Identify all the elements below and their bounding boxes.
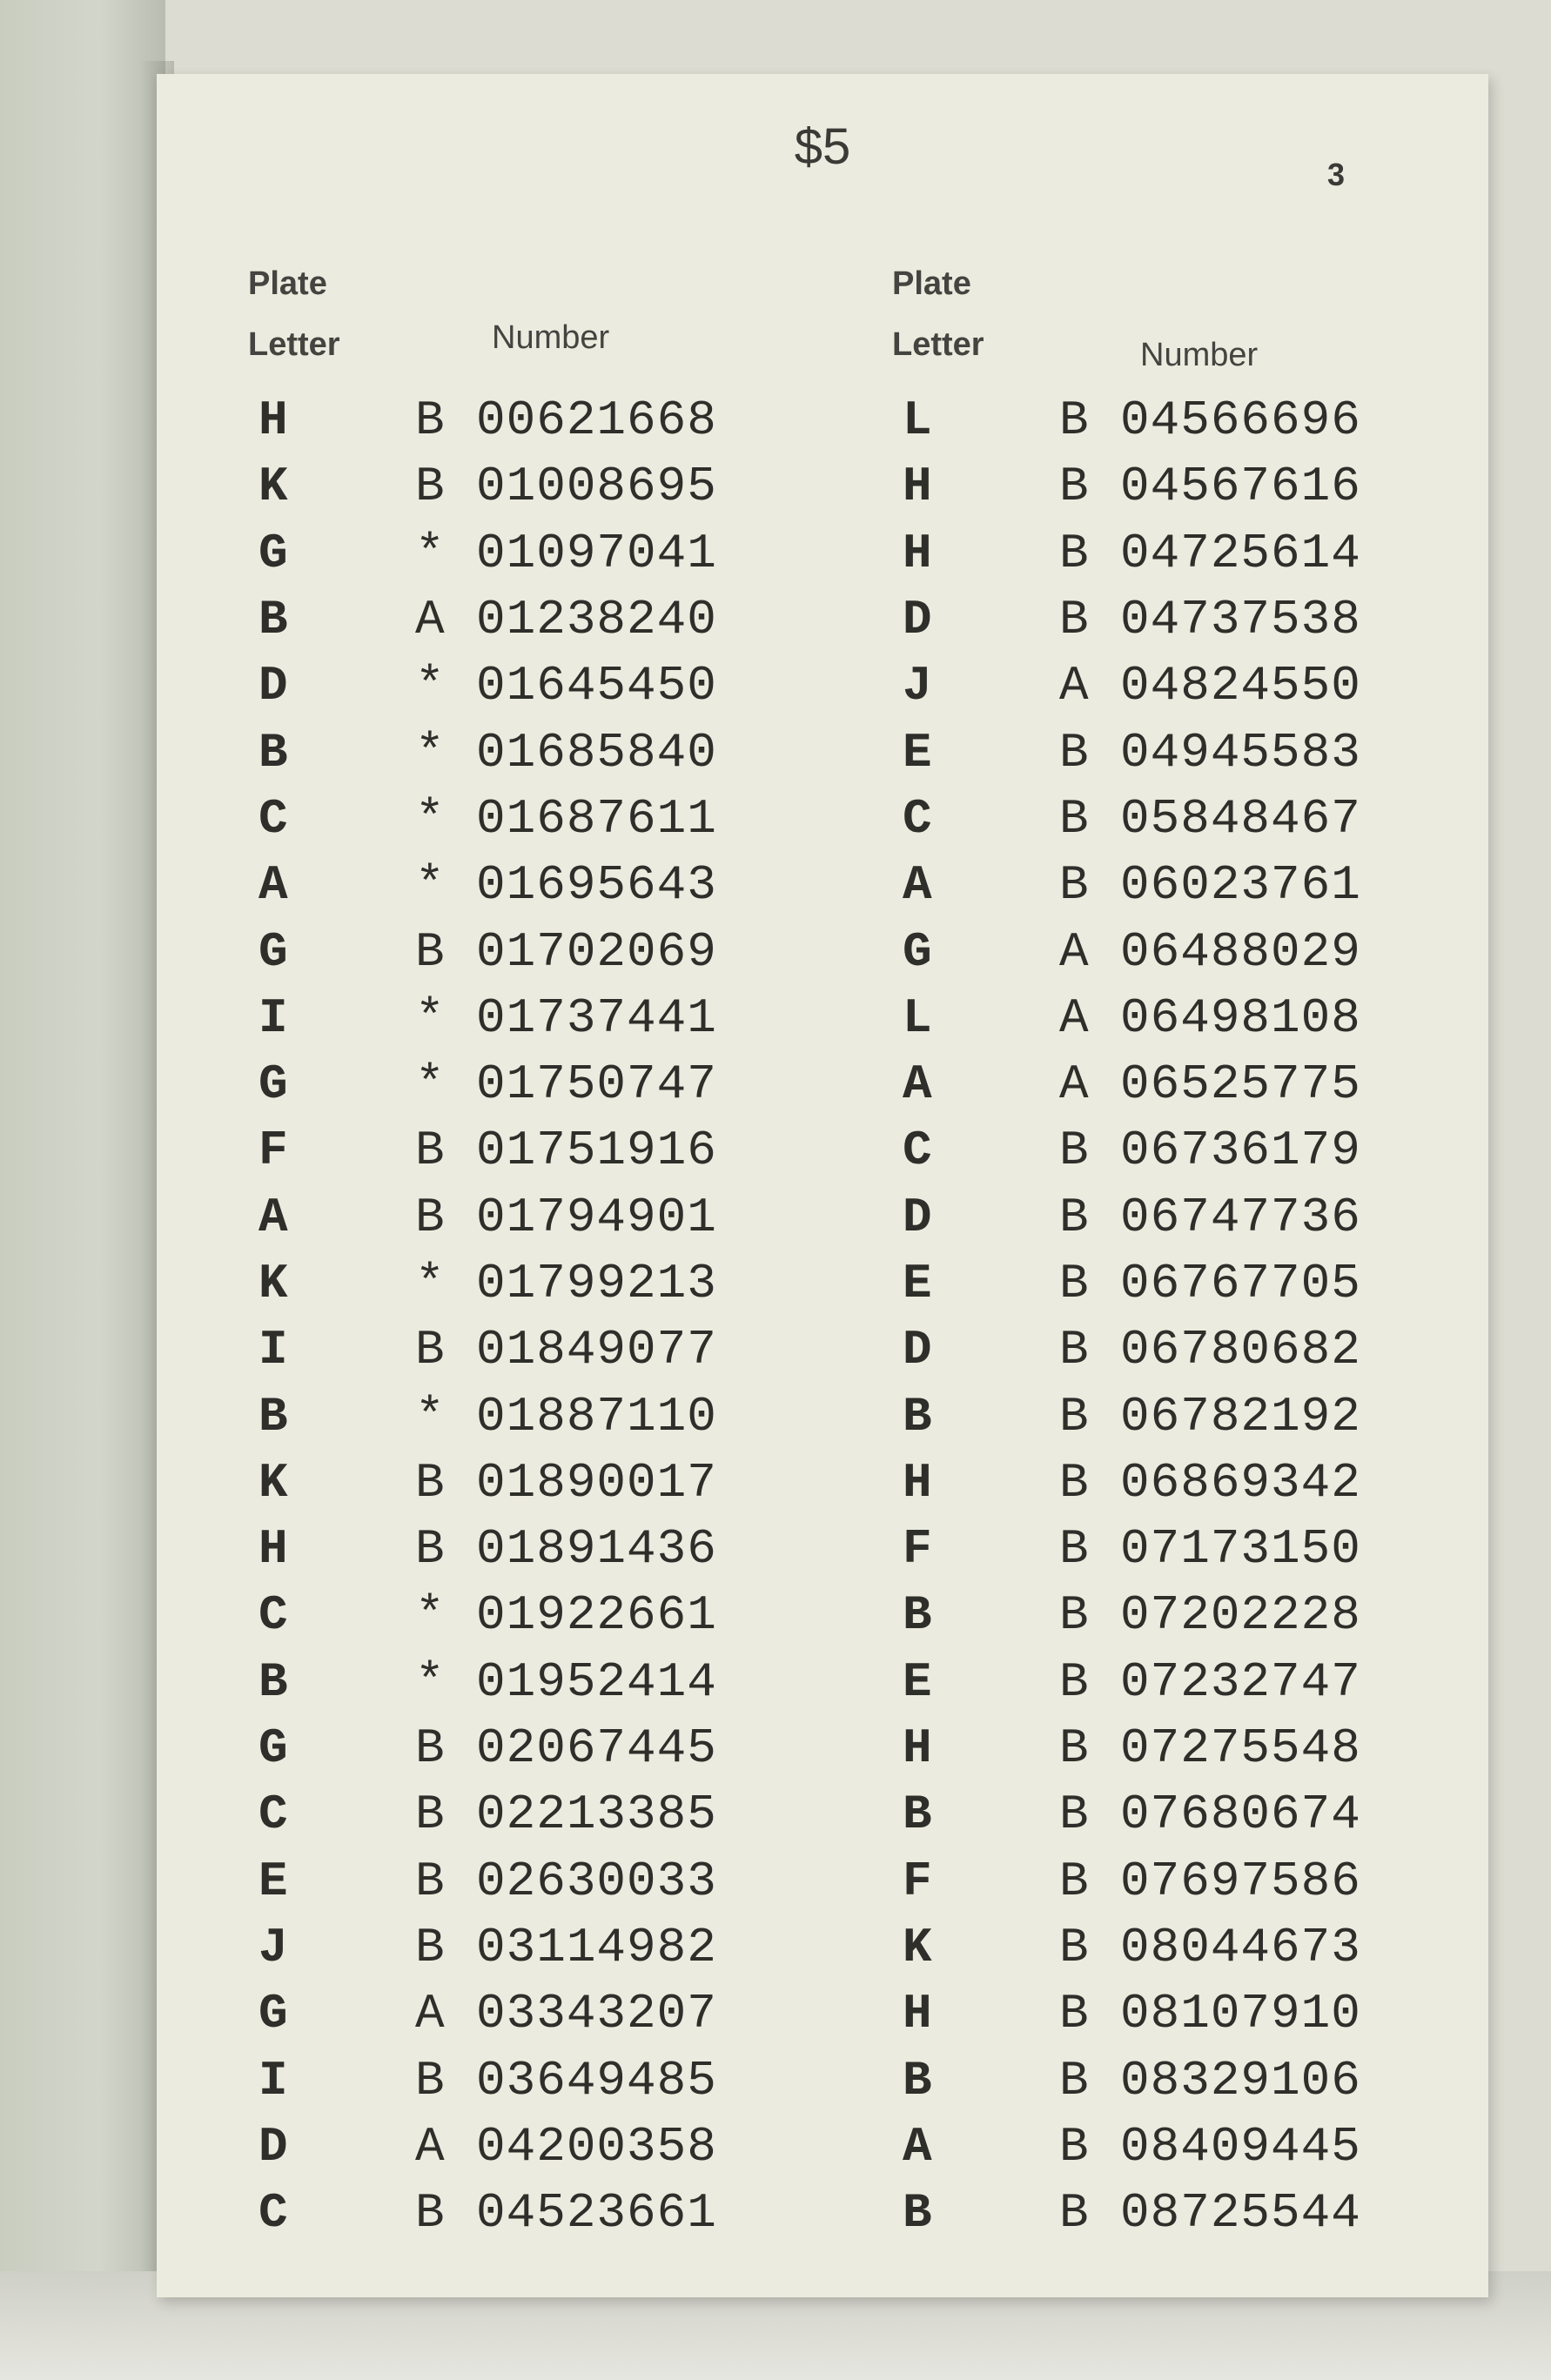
plate-letter: B [903, 1587, 932, 1644]
plate-letter: C [258, 1787, 288, 1843]
serial-number: 06767705 [1120, 1256, 1361, 1311]
serial-row [892, 453, 1380, 520]
series-mark: A [1059, 989, 1089, 1046]
serial-number: 04737538 [1120, 592, 1361, 648]
serial-row [892, 653, 1380, 719]
plate-letter: A [258, 857, 288, 914]
booklet-page [157, 74, 1488, 2297]
serial-row [892, 786, 1380, 852]
plate-letter: F [258, 1123, 288, 1179]
plate-letter: H [258, 392, 288, 449]
plate-letter: H [903, 525, 932, 581]
plate-letter: J [903, 658, 932, 714]
plate-letter: C [258, 790, 288, 847]
serial-row [248, 2180, 735, 2246]
series-mark: B [415, 1787, 445, 1843]
plate-letter: I [258, 2052, 288, 2108]
series-mark: B [415, 2185, 445, 2242]
serial-number: 08409445 [1120, 2118, 1361, 2175]
serial-number: 06747736 [1120, 1189, 1361, 1245]
serial-number: 01887110 [476, 1388, 717, 1445]
serial-number: 01849077 [476, 1322, 717, 1378]
plate-letter: L [903, 392, 932, 449]
plate-letter: H [903, 1454, 932, 1511]
plate-letter: B [258, 1653, 288, 1710]
serial-row [248, 985, 735, 1051]
series-mark: A [415, 1986, 445, 2042]
serial-row [892, 1848, 1380, 1914]
serial-row [892, 587, 1380, 653]
serial-number: 07275548 [1120, 1720, 1361, 1777]
serial-row [892, 1781, 1380, 1847]
series-mark: * [415, 1653, 445, 1710]
plate-letter: G [258, 1056, 288, 1113]
serial-row [248, 918, 735, 984]
plate-letter: E [258, 1853, 288, 1909]
series-mark: B [1059, 392, 1089, 449]
series-mark: * [415, 790, 445, 847]
plate-label: Plate [892, 265, 971, 302]
denomination-heading: $5 [794, 118, 851, 175]
series-mark: * [415, 525, 445, 581]
serial-number: 06736179 [1120, 1123, 1361, 1179]
series-mark: B [1059, 1388, 1089, 1445]
series-mark: * [415, 1056, 445, 1113]
plate-letter: B [258, 592, 288, 648]
page-number: 3 [1327, 157, 1346, 192]
series-mark: B [1059, 1322, 1089, 1378]
serial-list [892, 387, 1380, 2246]
series-mark: B [415, 1720, 445, 1777]
plate-letter: C [903, 1123, 932, 1179]
plate-letter: C [903, 790, 932, 847]
series-mark: * [415, 989, 445, 1046]
serial-number: 03114982 [476, 1919, 717, 1975]
serial-number: 04523661 [476, 2185, 717, 2242]
series-mark: B [1059, 1919, 1089, 1975]
plate-letter: H [258, 1521, 288, 1578]
plate-letter: G [258, 923, 288, 980]
plate-letter: B [903, 2185, 932, 2242]
series-mark: * [415, 1587, 445, 1644]
serial-list [248, 387, 735, 2246]
series-mark: B [1059, 1653, 1089, 1710]
serial-number: 01890017 [476, 1454, 717, 1511]
serial-row [892, 918, 1380, 984]
plate-letter: A [258, 1189, 288, 1245]
series-mark: B [1059, 1521, 1089, 1578]
serial-number: 01685840 [476, 724, 717, 781]
series-mark: B [1059, 1123, 1089, 1179]
serial-row [892, 2047, 1380, 2113]
plate-letter: D [903, 1322, 932, 1378]
serial-row [892, 1117, 1380, 1183]
serial-number: 06782192 [1120, 1388, 1361, 1445]
serial-row [248, 1250, 735, 1317]
serial-number: 02630033 [476, 1853, 717, 1909]
plate-letter: B [258, 724, 288, 781]
serial-row [248, 1051, 735, 1117]
series-mark: B [415, 1322, 445, 1378]
serial-number: 01751916 [476, 1123, 717, 1179]
serial-number: 08329106 [1120, 2052, 1361, 2108]
series-mark: B [1059, 459, 1089, 515]
serial-row [892, 387, 1380, 453]
plate-letter: G [903, 923, 932, 980]
serial-row [248, 1317, 735, 1383]
letter-label: Letter [892, 326, 984, 363]
plate-letter: B [903, 2052, 932, 2108]
serial-row [892, 852, 1380, 918]
serial-row [248, 1848, 735, 1914]
series-mark: B [415, 1189, 445, 1245]
plate-letter: G [258, 1986, 288, 2042]
serial-row [248, 453, 735, 520]
serial-row [248, 1981, 735, 2047]
serial-row [892, 1450, 1380, 1516]
column-header [892, 265, 1380, 373]
series-mark: B [415, 392, 445, 449]
serial-row [892, 1317, 1380, 1383]
plate-letter: I [258, 989, 288, 1046]
serial-number: 01687611 [476, 790, 717, 847]
series-mark: B [1059, 592, 1089, 648]
serial-number: 04824550 [1120, 658, 1361, 714]
serial-row [892, 1914, 1380, 1981]
plate-letter: B [258, 1388, 288, 1445]
plate-letter: D [903, 592, 932, 648]
serial-number: 04567616 [1120, 459, 1361, 515]
serial-number: 03649485 [476, 2052, 717, 2108]
number-label: Number [1140, 337, 1259, 373]
serial-number: 07202228 [1120, 1587, 1361, 1644]
serial-number: 01750747 [476, 1056, 717, 1113]
plate-letter: J [258, 1919, 288, 1975]
series-mark: A [1059, 1056, 1089, 1113]
serial-number: 05848467 [1120, 790, 1361, 847]
series-mark: B [1059, 2052, 1089, 2108]
serial-number: 01238240 [476, 592, 717, 648]
serial-row [248, 1715, 735, 1781]
series-mark: B [1059, 1454, 1089, 1511]
plate-letter: C [258, 2185, 288, 2242]
serial-row [248, 1914, 735, 1981]
series-mark: B [415, 1853, 445, 1909]
plate-letter: D [258, 2118, 288, 2175]
serial-number: 01799213 [476, 1256, 717, 1311]
series-mark: * [415, 724, 445, 781]
serial-number: 06525775 [1120, 1056, 1361, 1113]
series-mark: B [1059, 790, 1089, 847]
plate-letter: E [903, 1256, 932, 1311]
serial-number: 08044673 [1120, 1919, 1361, 1975]
series-mark: B [1059, 1189, 1089, 1245]
serial-number: 06780682 [1120, 1322, 1361, 1378]
plate-letter: G [258, 525, 288, 581]
plate-letter: B [903, 1388, 932, 1445]
serial-row [892, 1981, 1380, 2047]
plate-letter: K [903, 1919, 932, 1975]
series-mark: B [1059, 525, 1089, 581]
serial-number: 01645450 [476, 658, 717, 714]
plate-letter: I [258, 1322, 288, 1378]
series-mark: * [415, 658, 445, 714]
serial-number: 01008695 [476, 459, 717, 515]
plate-letter: K [258, 1256, 288, 1311]
series-mark: B [1059, 724, 1089, 781]
serial-number: 07173150 [1120, 1521, 1361, 1578]
series-mark: B [415, 2052, 445, 2108]
plate-label: Plate [248, 265, 327, 302]
series-mark: B [415, 459, 445, 515]
serial-row [248, 387, 735, 453]
series-mark: * [415, 1256, 445, 1311]
series-mark: B [1059, 857, 1089, 914]
serial-row [892, 719, 1380, 785]
serial-number: 01952414 [476, 1653, 717, 1710]
serial-number: 01891436 [476, 1521, 717, 1578]
serial-row [892, 1582, 1380, 1648]
series-mark: B [415, 1919, 445, 1975]
serial-row [892, 1383, 1380, 1449]
serial-number: 08725544 [1120, 2185, 1361, 2242]
serial-number: 06023761 [1120, 857, 1361, 914]
plate-letter: A [903, 2118, 932, 2175]
serial-number: 07232747 [1120, 1653, 1361, 1710]
plate-letter: D [258, 658, 288, 714]
plate-letter: D [903, 1189, 932, 1245]
series-mark: B [415, 923, 445, 980]
serial-row [248, 2047, 735, 2113]
serial-number: 01097041 [476, 525, 717, 581]
plate-letter: A [903, 857, 932, 914]
series-mark: A [415, 2118, 445, 2175]
serial-number: 04945583 [1120, 724, 1361, 781]
serial-row [892, 1250, 1380, 1317]
serial-number: 04200358 [476, 2118, 717, 2175]
plate-letter: G [258, 1720, 288, 1777]
serial-number: 04725614 [1120, 525, 1361, 581]
plate-letter: C [258, 1587, 288, 1644]
letter-label: Letter [248, 326, 340, 363]
serial-number: 01695643 [476, 857, 717, 914]
series-mark: B [1059, 1787, 1089, 1843]
series-mark: B [1059, 1256, 1089, 1311]
serial-row [248, 786, 735, 852]
serial-number: 00621668 [476, 392, 717, 449]
plate-letter: K [258, 459, 288, 515]
serial-row [248, 520, 735, 587]
serial-number: 01794901 [476, 1189, 717, 1245]
series-mark: B [1059, 1853, 1089, 1909]
plate-letter: H [903, 459, 932, 515]
plate-letter: L [903, 989, 932, 1046]
series-mark: B [415, 1123, 445, 1179]
serial-row [248, 1117, 735, 1183]
plate-letter: F [903, 1521, 932, 1578]
serial-number: 01702069 [476, 923, 717, 980]
series-mark: B [1059, 1720, 1089, 1777]
plate-letter: K [258, 1454, 288, 1511]
series-mark: * [415, 1388, 445, 1445]
number-label: Number [492, 319, 610, 356]
serial-row [248, 1383, 735, 1449]
serial-column-right [892, 265, 1380, 2246]
serial-row [892, 2180, 1380, 2246]
serial-number: 06488029 [1120, 923, 1361, 980]
serial-number: 06869342 [1120, 1454, 1361, 1511]
serial-row [248, 1184, 735, 1250]
serial-number: 08107910 [1120, 1986, 1361, 2042]
serial-row [248, 852, 735, 918]
series-mark: B [1059, 1986, 1089, 2042]
series-mark: A [1059, 923, 1089, 980]
serial-row [248, 587, 735, 653]
column-header [248, 265, 735, 361]
plate-letter: E [903, 1653, 932, 1710]
serial-number: 07697586 [1120, 1853, 1361, 1909]
series-mark: B [1059, 1587, 1089, 1644]
serial-number: 02213385 [476, 1787, 717, 1843]
series-mark: B [415, 1521, 445, 1578]
serial-row [248, 1516, 735, 1582]
serial-row [892, 1184, 1380, 1250]
series-mark: A [415, 592, 445, 648]
serial-number: 07680674 [1120, 1787, 1361, 1843]
series-mark: B [1059, 2118, 1089, 2175]
plate-letter: B [903, 1787, 932, 1843]
serial-row [248, 1649, 735, 1715]
serial-row [892, 2114, 1380, 2180]
serial-number: 06498108 [1120, 989, 1361, 1046]
series-mark: B [415, 1454, 445, 1511]
serial-row [892, 1516, 1380, 1582]
serial-row [892, 520, 1380, 587]
serial-row [248, 2114, 735, 2180]
serial-column-left [248, 265, 735, 2246]
serial-row [892, 1715, 1380, 1781]
plate-letter: F [903, 1853, 932, 1909]
plate-letter: H [903, 1986, 932, 2042]
serial-row [248, 653, 735, 719]
plate-letter: A [903, 1056, 932, 1113]
serial-row [248, 1582, 735, 1648]
series-mark: * [415, 857, 445, 914]
serial-number: 03343207 [476, 1986, 717, 2042]
serial-number: 01922661 [476, 1587, 717, 1644]
serial-row [892, 1649, 1380, 1715]
serial-row [248, 1450, 735, 1516]
plate-letter: E [903, 724, 932, 781]
serial-row [248, 1781, 735, 1847]
series-mark: B [1059, 2185, 1089, 2242]
serial-row [892, 1051, 1380, 1117]
serial-number: 01737441 [476, 989, 717, 1046]
serial-row [248, 719, 735, 785]
serial-number: 02067445 [476, 1720, 717, 1777]
series-mark: A [1059, 658, 1089, 714]
serial-row [892, 985, 1380, 1051]
serial-number: 04566696 [1120, 392, 1361, 449]
plate-letter: H [903, 1720, 932, 1777]
